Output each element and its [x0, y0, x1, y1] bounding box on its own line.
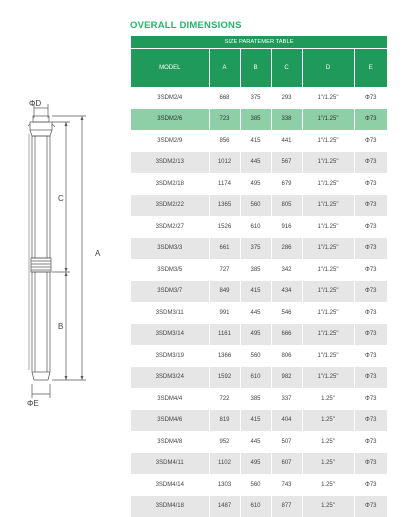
table-cell: 1.25": [302, 388, 354, 410]
table-cell: 441: [271, 130, 302, 152]
table-row: [131, 281, 387, 303]
table-cell: 1"/1.25": [302, 259, 354, 281]
table-cell: Φ73: [354, 410, 387, 432]
table-cell: 3SDM2/9: [131, 130, 209, 152]
table-cell: 743: [271, 474, 302, 496]
table-cell: 805: [271, 195, 302, 217]
table-cell: 3SDM4/4: [131, 388, 209, 410]
table-cell: 385: [240, 109, 271, 131]
table-cell: 3SDM3/3: [131, 238, 209, 260]
table-row: [131, 410, 387, 432]
label-d: ΦD: [29, 99, 41, 108]
table-cell: 666: [271, 324, 302, 346]
size-parameter-table: [131, 36, 387, 517]
table-cell: 1303: [209, 474, 240, 496]
column-header-model: MODEL: [131, 49, 209, 88]
table-cell: 991: [209, 302, 240, 324]
table-cell: Φ73: [354, 496, 387, 517]
table-cell: 507: [271, 431, 302, 453]
table-cell: Φ73: [354, 87, 387, 109]
table-row: [131, 302, 387, 324]
table-cell: 434: [271, 281, 302, 303]
table-cell: 286: [271, 238, 302, 260]
table-cell: 560: [240, 195, 271, 217]
table-cell: Φ73: [354, 302, 387, 324]
table-cell: 1.25": [302, 453, 354, 475]
table-cell: 445: [240, 431, 271, 453]
table-row: [131, 152, 387, 174]
table-cell: 661: [209, 238, 240, 260]
table-cell: 342: [271, 259, 302, 281]
column-header-b: B: [240, 49, 271, 88]
table-cell: 1"/1.25": [302, 281, 354, 303]
table-cell: 1487: [209, 496, 240, 517]
table-cell: 338: [271, 109, 302, 131]
table-cell: 560: [240, 474, 271, 496]
table-row: [131, 453, 387, 475]
table-cell: Φ73: [354, 431, 387, 453]
table-cell: 1"/1.25": [302, 195, 354, 217]
table-cell: 679: [271, 173, 302, 195]
table-cell: 856: [209, 130, 240, 152]
table-cell: 445: [240, 302, 271, 324]
table-row: [131, 173, 387, 195]
label-e: ΦE: [27, 399, 39, 408]
table-row: [131, 195, 387, 217]
table-cell: Φ73: [354, 152, 387, 174]
table-row: [131, 496, 387, 517]
table-row: [131, 388, 387, 410]
table-cell: 607: [271, 453, 302, 475]
column-header-c: C: [271, 49, 302, 88]
table-cell: 3SDM4/6: [131, 410, 209, 432]
table-cell: 1.25": [302, 474, 354, 496]
table-cell: Φ73: [354, 388, 387, 410]
pump-head: [30, 122, 52, 130]
table-cell: 723: [209, 109, 240, 131]
table-cell: 3SDM4/11: [131, 453, 209, 475]
table-header-row: [131, 49, 387, 88]
table-cell: 3SDM2/27: [131, 216, 209, 238]
table-row: [131, 474, 387, 496]
section-title: OVERALL DIMENSIONS: [130, 20, 242, 31]
label-a: A: [95, 249, 101, 258]
column-header-a: A: [209, 49, 240, 88]
column-header-e: E: [354, 49, 387, 88]
table-cell: 3SDM3/11: [131, 302, 209, 324]
table-row: [131, 324, 387, 346]
table-cell: Φ73: [354, 345, 387, 367]
table-cell: 375: [240, 238, 271, 260]
table-cell: 982: [271, 367, 302, 389]
table-cell: 1"/1.25": [302, 238, 354, 260]
table-cell: 404: [271, 410, 302, 432]
table-cell: 1174: [209, 173, 240, 195]
table-cell: 1"/1.25": [302, 173, 354, 195]
table-cell: 560: [240, 345, 271, 367]
table-cell: 385: [240, 388, 271, 410]
table-row: [131, 238, 387, 260]
table-cell: 1"/1.25": [302, 152, 354, 174]
table-cell: 1.25": [302, 410, 354, 432]
table-cell: Φ73: [354, 324, 387, 346]
table-cell: 806: [271, 345, 302, 367]
table-cell: 3SDM3/7: [131, 281, 209, 303]
table-cell: 1"/1.25": [302, 324, 354, 346]
table-cell: 1"/1.25": [302, 87, 354, 109]
table-cell: 3SDM3/24: [131, 367, 209, 389]
table-cell: 3SDM2/4: [131, 87, 209, 109]
table-cell: Φ73: [354, 453, 387, 475]
table-cell: 727: [209, 259, 240, 281]
table-cell: 3SDM3/5: [131, 259, 209, 281]
table-cell: Φ73: [354, 216, 387, 238]
table-cell: 495: [240, 453, 271, 475]
pump-dimension-drawing: [0, 98, 130, 408]
table-cell: Φ73: [354, 130, 387, 152]
table-cell: 916: [271, 216, 302, 238]
table-cell: 3SDM2/22: [131, 195, 209, 217]
table-cell: 3SDM4/18: [131, 496, 209, 517]
table-cell: 849: [209, 281, 240, 303]
pump-outlet: [33, 116, 49, 122]
table-cell: Φ73: [354, 281, 387, 303]
table-cell: 1592: [209, 367, 240, 389]
table-cell: 385: [240, 259, 271, 281]
table-cell: 1"/1.25": [302, 367, 354, 389]
table-cell: 3SDM4/14: [131, 474, 209, 496]
label-c: C: [58, 194, 64, 203]
label-b: B: [58, 322, 63, 331]
table-cell: 1"/1.25": [302, 302, 354, 324]
table-cell: Φ73: [354, 474, 387, 496]
table-cell: 952: [209, 431, 240, 453]
table-cell: Φ73: [354, 109, 387, 131]
table-cell: 877: [271, 496, 302, 517]
table-cell: 722: [209, 388, 240, 410]
table-row: [131, 87, 387, 109]
table-cell: 375: [240, 87, 271, 109]
table-cell: 610: [240, 216, 271, 238]
table-cell: 668: [209, 87, 240, 109]
table-row: [131, 345, 387, 367]
table-cell: 819: [209, 410, 240, 432]
table-cell: 1"/1.25": [302, 345, 354, 367]
table-cell: 3SDM4/8: [131, 431, 209, 453]
table-cell: Φ73: [354, 238, 387, 260]
table-row: [131, 367, 387, 389]
table-cell: 1526: [209, 216, 240, 238]
table-cell: 1161: [209, 324, 240, 346]
table-body: [131, 87, 387, 517]
table-cell: 415: [240, 410, 271, 432]
table-cell: Φ73: [354, 259, 387, 281]
table-cell: 1012: [209, 152, 240, 174]
table-cell: 495: [240, 324, 271, 346]
table-cell: 1366: [209, 345, 240, 367]
table-row: [131, 109, 387, 131]
table-row: [131, 130, 387, 152]
table-cell: 1.25": [302, 496, 354, 517]
table-cell: 1102: [209, 453, 240, 475]
table-row: [131, 259, 387, 281]
table-cell: 546: [271, 302, 302, 324]
table-cell: 1"/1.25": [302, 109, 354, 131]
table-cell: Φ73: [354, 173, 387, 195]
table-caption: SIZE PARATEMER TABLE: [131, 36, 387, 49]
table-cell: 610: [240, 367, 271, 389]
table-row: [131, 216, 387, 238]
table-cell: 3SDM3/19: [131, 345, 209, 367]
table-cell: 1.25": [302, 431, 354, 453]
table-cell: 3SDM2/18: [131, 173, 209, 195]
column-header-d: D: [302, 49, 354, 88]
table-cell: 337: [271, 388, 302, 410]
table-cell: 3SDM3/14: [131, 324, 209, 346]
table-cell: 3SDM2/13: [131, 152, 209, 174]
table-cell: 293: [271, 87, 302, 109]
table-row: [131, 431, 387, 453]
table-cell: Φ73: [354, 367, 387, 389]
table-cell: 3SDM2/6: [131, 109, 209, 131]
table-cell: 610: [240, 496, 271, 517]
table-cell: 1"/1.25": [302, 216, 354, 238]
table-cell: 1365: [209, 195, 240, 217]
table-cell: 445: [240, 152, 271, 174]
table-cell: 495: [240, 173, 271, 195]
table-cell: 415: [240, 281, 271, 303]
table-cell: Φ73: [354, 195, 387, 217]
table-cell: 415: [240, 130, 271, 152]
table-cell: 567: [271, 152, 302, 174]
table-cell: 1"/1.25": [302, 130, 354, 152]
